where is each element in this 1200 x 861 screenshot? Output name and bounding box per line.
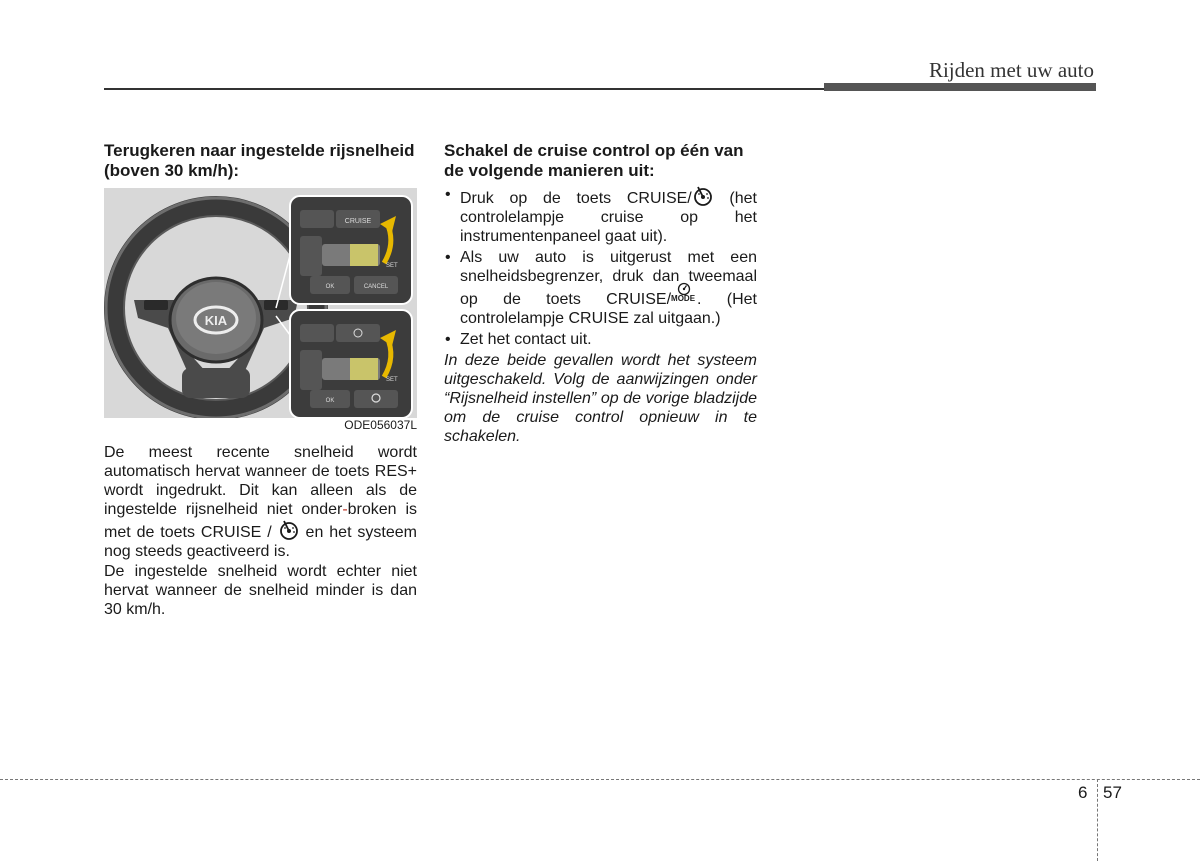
mode-speedometer-icon: MODE [671,286,697,306]
cancel-methods-list [444,185,757,349]
italic-note: In deze beide gevallen wordt het systeem uitgeschakeld. Volg de aanwijzingen onder “Rijsnelheid instellen” op de vorige bladzijde om de cruise control opnieuw in te schakelen. [444,352,757,445]
figure-code: ODE056037L [344,418,417,432]
list-item: • Druk op de toets CRUISE/ (het controlelampje cruise op het instrumentenpaneel gaat uit). [444,185,757,246]
paragraph-not-resumed: De ingestelde snelheid wordt echter niet hervat wanneer de snelheid minder is dan 30 km/h. [104,563,417,618]
page-chapter-number: 6 [1078,783,1088,802]
header-rule [104,88,826,90]
left-column [104,141,417,620]
steering-wheel-illustration [104,188,417,418]
kia-logo-text: KIA [204,313,228,328]
footer-rule [0,779,1200,780]
section-heading-cancel: Schakel de cruise control op één van de volgende manieren uit: [444,141,744,180]
cruise-button-label: CRUISE [344,218,372,225]
list-item: • Zet het contact uit. [444,330,757,349]
ok-button-label-top: OK [325,284,335,290]
section-heading-resume: Terugkeren naar ingestelde rijsnelheid (boven 30 km/h): [104,141,415,180]
paragraph-resume: De meest recente snelheid wordt automatisch hervat wanneer de toets RES+ wordt ingedrukt. Dit kan alleen als de ingestelde rijsnelheid niet onder-broken is met de toets CRUISE / en het systeem nog steeds geactiveerd is. [104,444,418,560]
cancel-button-label: CANCEL [363,284,389,290]
steering-wheel-figure [104,188,417,418]
set-label-bottom: SET [386,377,398,383]
footer-divider [1097,779,1098,861]
set-label-top: SET [386,263,398,269]
cruise-speedometer-icon [278,519,300,541]
right-column [444,141,757,447]
header-rule-accent [824,83,1096,91]
chapter-title: Rijden met uw auto [928,58,1094,82]
list-item: • Als uw auto is uitgerust met een snelheidsbegrenzer, druk dan tweemaal op de toets CRUISE/ MODE . (Het controlelampje CRUISE zal uitgaan.) [444,248,757,328]
cruise-speedometer-icon [692,185,714,207]
page-number: 57 [1103,783,1122,802]
ok-button-label-bottom: OK [325,398,335,404]
